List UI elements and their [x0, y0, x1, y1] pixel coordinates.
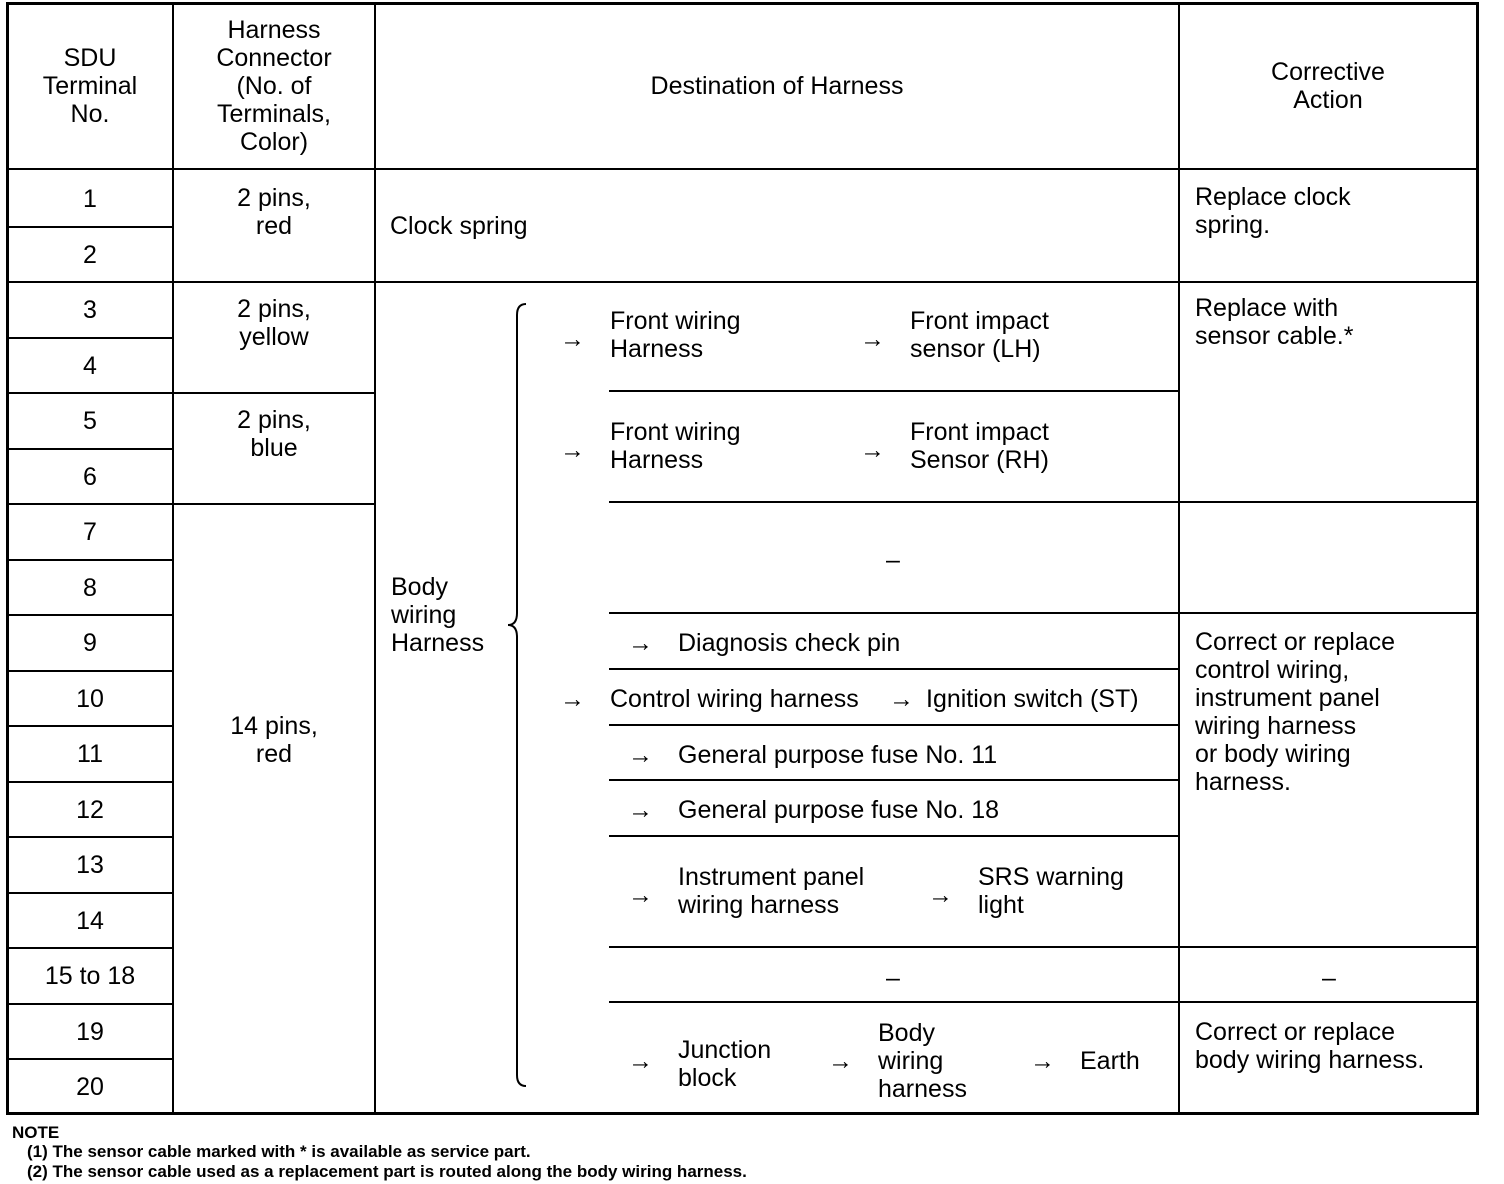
dest-body-wiring-harness — [878, 1019, 967, 1103]
connector-line: 2 pins, — [237, 184, 311, 212]
dest-line-text: Harness — [610, 335, 704, 363]
action-body-wiring — [1195, 1018, 1424, 1074]
header-line: SDU — [63, 44, 117, 72]
header-line: Terminal — [42, 72, 138, 100]
action-line: instrument panel — [1195, 684, 1380, 712]
dest-clock-spring: Clock spring — [390, 212, 528, 240]
arrow-icon: → — [828, 1047, 853, 1075]
terminal-no: 15 to 18 — [44, 962, 136, 990]
row-line — [6, 559, 174, 561]
action-line: Replace with — [1195, 294, 1339, 322]
note-item: (1) The sensor cable marked with * is available as service part. — [27, 1142, 531, 1161]
action-line: control wiring, — [1195, 656, 1350, 684]
action-line: Correct or replace — [1195, 628, 1396, 656]
action-line: or body wiring — [1195, 740, 1351, 768]
row-line — [6, 725, 174, 727]
row-line — [6, 947, 174, 949]
action-line: spring. — [1195, 211, 1271, 239]
header-destination-label: Destination of Harness — [650, 72, 904, 100]
dest-line — [609, 779, 1180, 781]
dest-front-lh-to — [910, 307, 1049, 363]
action-sensor-cable — [1195, 294, 1353, 350]
action-line: Replace clock — [1195, 183, 1351, 211]
dest-15-18-dash: – — [886, 964, 900, 992]
terminal-no: 9 — [83, 629, 97, 657]
connector-line: blue — [250, 434, 298, 462]
header-destination — [376, 4, 1178, 168]
arrow-icon: → — [628, 796, 653, 824]
dest-line — [609, 612, 1479, 614]
terminal-no: 19 — [76, 1018, 104, 1046]
arrow-icon: → — [1030, 1047, 1055, 1075]
row-line — [6, 892, 174, 894]
arrow-icon: → — [860, 436, 885, 464]
header-line: Action — [1293, 86, 1363, 114]
action-15-18-dash: – — [1322, 964, 1336, 992]
dest-fuse-11: General purpose fuse No. 11 — [678, 741, 998, 769]
connector-line: red — [255, 740, 293, 768]
header-line: Terminals, — [217, 100, 331, 128]
terminal-no: 12 — [76, 796, 104, 824]
arrow-icon: → — [628, 629, 653, 657]
arrow-icon: → — [628, 881, 653, 909]
body-harness-line: Harness — [391, 629, 485, 657]
dest-front-rh-from — [610, 418, 741, 474]
body-harness-line: wiring — [391, 601, 457, 629]
connector-14pin — [174, 712, 374, 768]
dest-front-rh-to — [910, 418, 1049, 474]
dest-line — [609, 1001, 1479, 1003]
row-line — [6, 1003, 174, 1005]
dest-line-text: wiring harness — [678, 891, 840, 919]
header-line: No. — [70, 100, 110, 128]
action-line: Correct or replace — [1195, 1018, 1396, 1046]
dest-line-text: Sensor (RH) — [910, 446, 1049, 474]
row-line — [6, 1058, 174, 1060]
terminal-no: 7 — [83, 518, 97, 546]
terminal-no: 2 — [83, 241, 97, 269]
brace-icon — [504, 303, 530, 1087]
dest-line-text: Front impact — [910, 307, 1049, 335]
dest-ignition-switch: Ignition switch (ST) — [926, 685, 1139, 713]
arrow-icon: → — [628, 1047, 653, 1075]
connector-line: 2 pins, — [237, 406, 311, 434]
row-line — [6, 836, 174, 838]
dest-line-text: harness — [878, 1075, 967, 1103]
dest-line — [609, 668, 1180, 670]
header-bottom — [6, 168, 1479, 170]
terminal-no: 20 — [76, 1073, 104, 1101]
terminal-no: 1 — [83, 185, 97, 213]
row-line — [6, 392, 376, 394]
terminal-no: 6 — [83, 463, 97, 491]
dest-srs-warning-light — [978, 863, 1124, 919]
dest-line — [609, 501, 1479, 503]
dest-front-lh-from — [610, 307, 741, 363]
header-line: Harness — [227, 16, 321, 44]
dest-instrument-panel — [678, 863, 864, 919]
terminal-no: 13 — [76, 851, 104, 879]
arrow-icon: → — [928, 881, 953, 909]
dest-junction-block — [678, 1036, 771, 1092]
arrow-icon: → — [860, 325, 885, 353]
dest-line-text: sensor (LH) — [910, 335, 1041, 363]
connector-yellow — [174, 295, 374, 351]
dest-line-text: Junction — [678, 1036, 772, 1064]
arrow-icon: → — [889, 685, 914, 713]
action-clock-spring — [1195, 183, 1351, 239]
dest-fuse-18: General purpose fuse No. 18 — [678, 796, 1000, 824]
action-line: harness. — [1195, 768, 1291, 796]
dest-line-text: Instrument panel — [678, 863, 865, 891]
dest-line — [609, 835, 1180, 837]
dest-line — [609, 946, 1479, 948]
body-harness-label — [391, 573, 484, 657]
dest-line-text: Front wiring — [610, 418, 741, 446]
connector-blue — [174, 406, 374, 462]
terminal-no: 11 — [77, 740, 103, 768]
connector-line: red — [255, 212, 293, 240]
connector-clock — [174, 184, 374, 240]
dest-line-text: block — [678, 1064, 737, 1092]
dest-line — [609, 724, 1180, 726]
dest-empty-dash: – — [886, 546, 900, 574]
arrow-icon: → — [560, 685, 585, 713]
arrow-icon: → — [560, 325, 585, 353]
table-bottom-border — [8, 1112, 1479, 1115]
row-line — [6, 448, 174, 450]
dest-line-text: wiring — [878, 1047, 944, 1075]
dest-diagnosis: Diagnosis check pin — [678, 629, 901, 657]
dest-line — [609, 390, 1180, 392]
row-line — [6, 503, 376, 505]
terminal-no: 4 — [83, 352, 97, 380]
connector-line: yellow — [239, 323, 309, 351]
dest-line-text: light — [978, 891, 1024, 919]
action-line: body wiring harness. — [1195, 1046, 1425, 1074]
dest-line-text: Front wiring — [610, 307, 741, 335]
arrow-icon: → — [628, 741, 653, 769]
dest-line-text: Body — [878, 1019, 935, 1047]
row-line — [6, 670, 174, 672]
header-line: Corrective — [1271, 58, 1385, 86]
dest-line-text: SRS warning — [978, 863, 1124, 891]
terminal-no: 14 — [76, 907, 104, 935]
header-line: Connector — [216, 44, 332, 72]
terminal-no: 3 — [83, 296, 97, 324]
action-control-wiring — [1195, 628, 1395, 796]
row-line — [6, 281, 1479, 283]
header-sdu-terminal — [8, 4, 172, 168]
connector-line: 14 pins, — [230, 712, 318, 740]
row-line — [6, 226, 174, 228]
note-item: (2) The sensor cable used as a replacement part is routed along the body wiring harness. — [27, 1162, 747, 1181]
action-line: wiring harness — [1195, 712, 1357, 740]
dest-earth: Earth — [1080, 1047, 1140, 1075]
terminal-no: 10 — [76, 685, 104, 713]
row-line — [6, 781, 174, 783]
terminal-no: 8 — [83, 574, 97, 602]
row-line — [6, 337, 174, 339]
connector-line: 2 pins, — [237, 295, 311, 323]
header-line: Color) — [239, 128, 309, 156]
body-harness-line: Body — [391, 573, 448, 601]
header-harness-connector — [174, 4, 374, 168]
row-line — [6, 614, 174, 616]
action-line: sensor cable.* — [1195, 322, 1354, 350]
arrow-icon: → — [560, 436, 585, 464]
header-line: (No. of — [236, 72, 312, 100]
dest-line-text: Front impact — [910, 418, 1049, 446]
dest-control-wiring: Control wiring harness — [610, 685, 859, 713]
terminal-no: 5 — [83, 407, 97, 435]
dest-line-text: Harness — [610, 446, 704, 474]
note-title: NOTE — [12, 1123, 60, 1142]
header-corrective-action — [1180, 4, 1476, 168]
